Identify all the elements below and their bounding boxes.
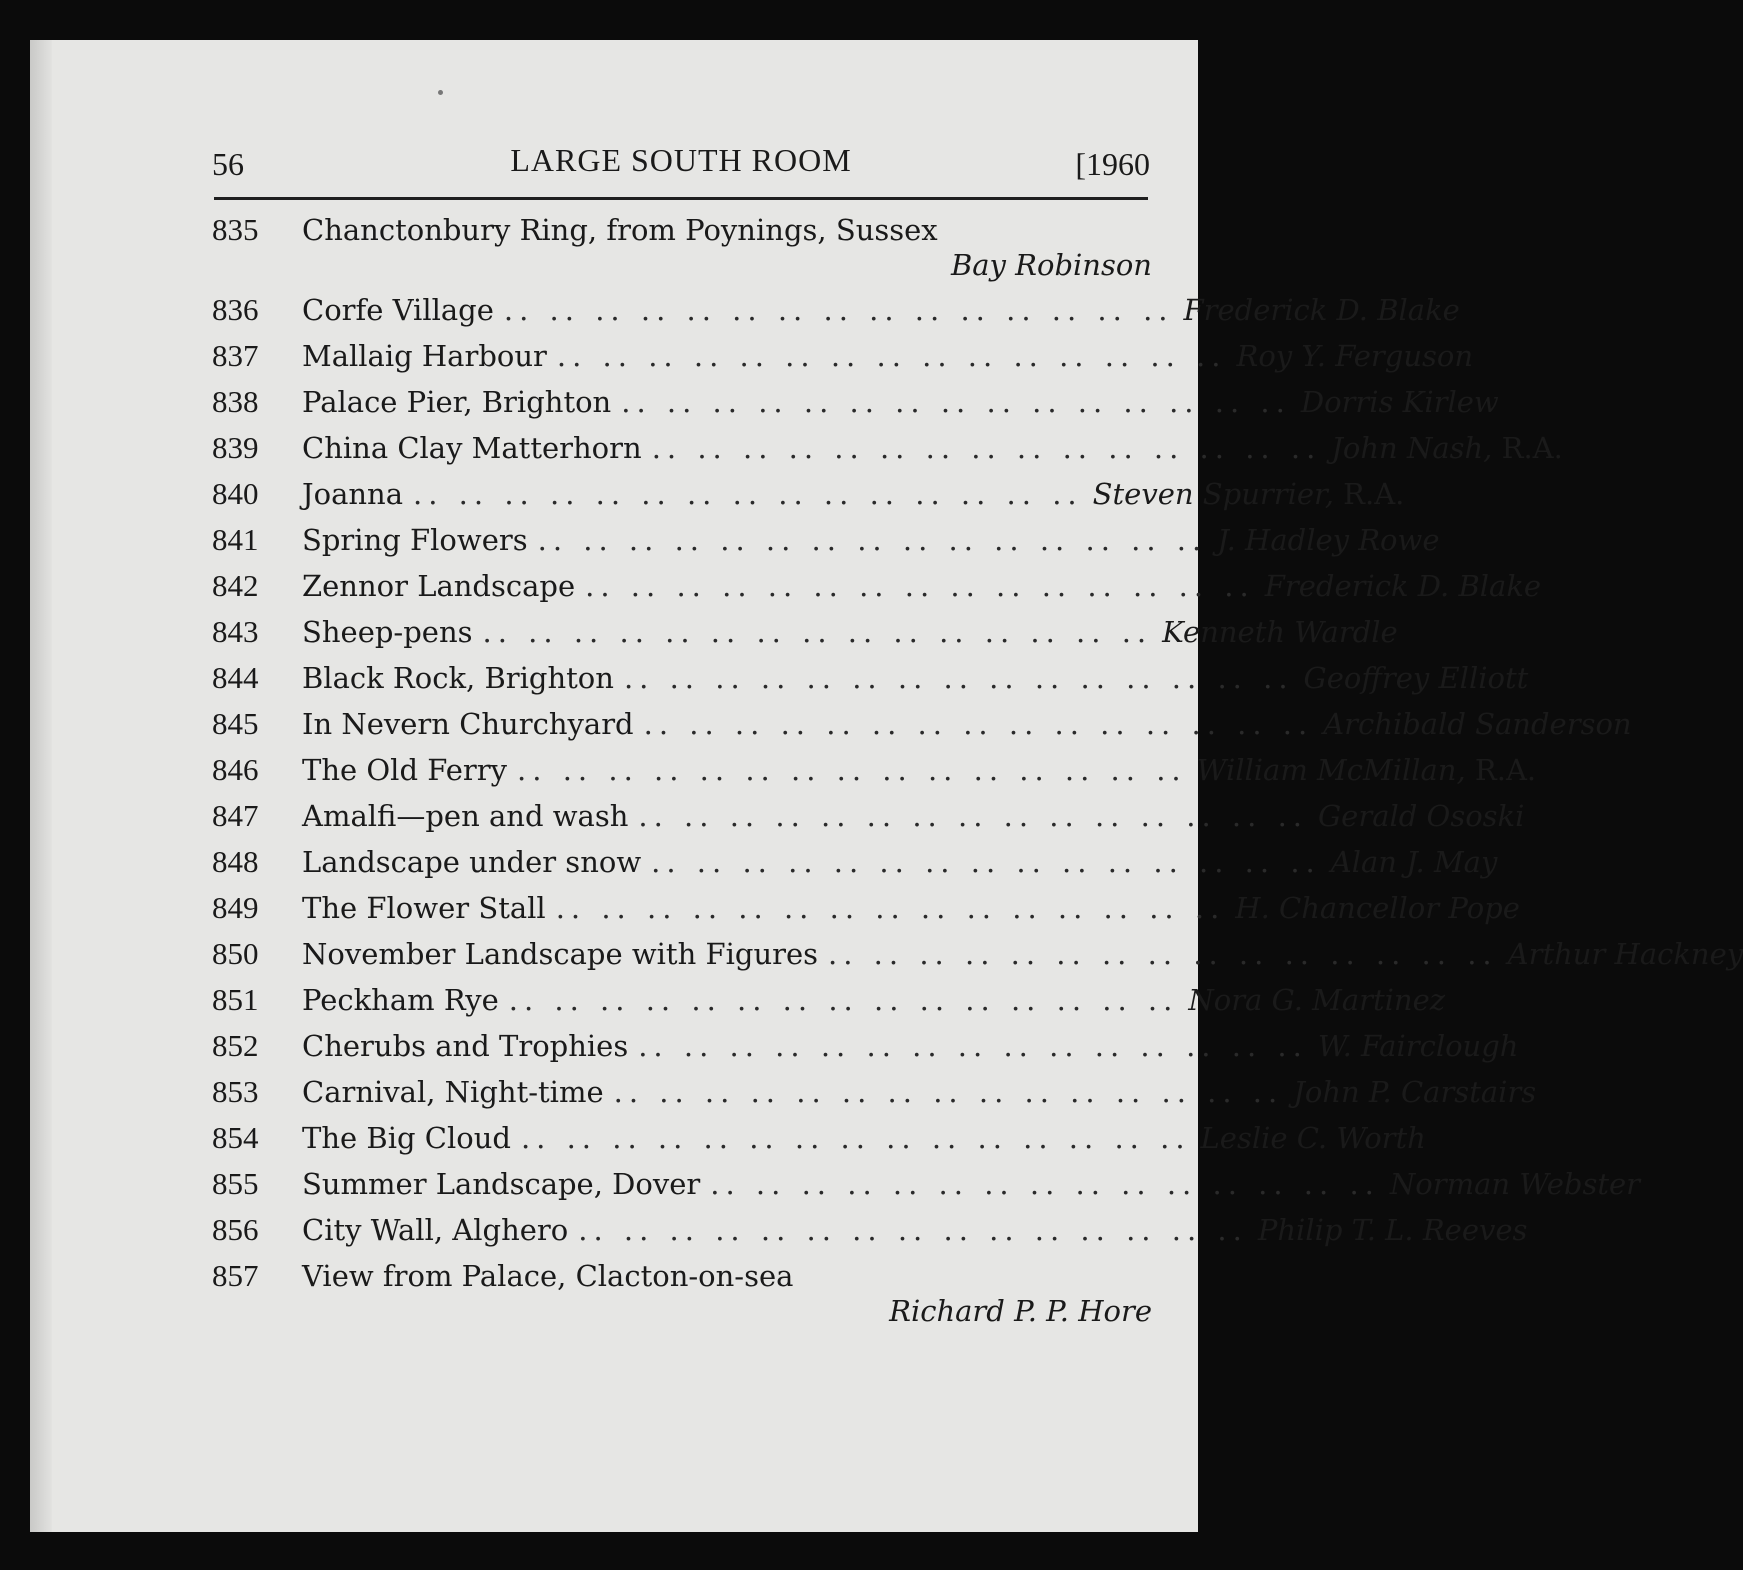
entry-number: 836	[212, 292, 259, 327]
entry-artist	[1331, 431, 1563, 465]
entry-title: Landscape under snow	[302, 845, 642, 879]
entry-number: 838	[212, 384, 259, 419]
artist-name: Geoffrey Elliott	[1303, 661, 1529, 695]
entry-title: Joanna	[302, 477, 404, 511]
entry-title: November Landscape with Figures	[302, 937, 819, 971]
entry-number: 847	[212, 798, 259, 833]
artist-name: John P. Carstairs	[1293, 1075, 1537, 1109]
leader-dots: .. .. .. .. .. .. .. .. .. .. .. .. .. .. ..	[621, 385, 1291, 419]
entry-artist	[1304, 661, 1529, 695]
catalogue-entry	[212, 568, 1542, 614]
entry-title: Cherubs and Trophies	[302, 1029, 629, 1063]
entry-number: 835	[212, 212, 259, 247]
entry-title: Spring Flowers	[302, 523, 528, 557]
catalogue-entry	[212, 660, 1529, 706]
entry-number: 841	[212, 522, 259, 557]
catalogue-entry	[212, 1166, 1641, 1212]
entry-number: 837	[212, 338, 259, 373]
running-header	[212, 140, 1150, 184]
artist-name: Nora G. Martinez	[1188, 983, 1446, 1017]
leader-dots: .. .. .. .. .. .. .. .. .. .. .. .. .. .. ..	[555, 891, 1226, 925]
entry-title: In Nevern Churchyard	[302, 707, 634, 741]
leader-dots: .. .. .. .. .. .. .. .. .. .. .. .. .. .. ..	[638, 799, 1309, 833]
paper-speck	[438, 90, 443, 95]
room-title: LARGE SOUTH ROOM	[510, 142, 852, 178]
entry-number: 855	[212, 1166, 259, 1201]
entry-artist	[1162, 615, 1398, 649]
header-rule	[214, 197, 1148, 200]
entry-title: Palace Pier, Brighton	[302, 385, 612, 419]
catalogue-entry	[212, 844, 1498, 890]
artist-name: John Nash,	[1331, 431, 1493, 465]
artist-name: Gerald Ososki	[1318, 799, 1525, 833]
entry-title: City Wall, Alghero	[302, 1213, 569, 1247]
catalogue-entry	[212, 212, 1152, 258]
entry-number: 853	[212, 1074, 259, 1109]
entry-artist: Bay Robinson	[950, 248, 1152, 282]
catalogue-entry	[212, 936, 1743, 982]
artist-name: H. Chancellor Pope	[1235, 891, 1520, 925]
entry-artist	[1235, 891, 1520, 925]
page-edge	[30, 40, 52, 1532]
leader-dots: .. .. .. .. .. .. .. .. .. .. .. .. .. .. ..	[520, 1121, 1191, 1155]
artist-name: Roy Y. Ferguson	[1236, 339, 1474, 373]
leader-dots: .. .. .. .. .. .. .. .. .. .. .. .. .. .. ..	[710, 1167, 1380, 1201]
artist-name: J. Hadley Rowe	[1217, 523, 1440, 557]
leader-dots: .. .. .. .. .. .. .. .. .. .. .. .. .. .. ..	[651, 845, 1321, 879]
entry-artist	[1323, 707, 1631, 741]
catalogue-entry	[212, 476, 1405, 522]
entry-artist	[1184, 293, 1460, 327]
entry-title: Peckham Rye	[302, 983, 499, 1017]
entry-title: The Old Ferry	[302, 753, 508, 787]
leader-dots: .. .. .. .. .. .. .. .. .. .. .. .. .. .. ..	[503, 293, 1174, 327]
catalogue-entry	[212, 614, 1398, 660]
leader-dots: .. .. .. .. .. .. .. .. .. .. .. .. .. .. ..	[537, 523, 1208, 557]
entry-number: 842	[212, 568, 259, 603]
entry-artist	[1197, 753, 1536, 787]
leader-dots: .. .. .. .. .. .. .. .. .. .. .. .. .. .. ..	[585, 569, 1255, 603]
entry-artist	[1508, 937, 1743, 971]
entry-number: 857	[212, 1258, 259, 1293]
entry-artist	[1331, 845, 1498, 879]
leader-dots: .. .. .. .. .. .. .. .. .. .. .. .. .. .. ..	[623, 661, 1294, 695]
entry-number: 851	[212, 982, 259, 1017]
leader-dots: .. .. .. .. .. .. .. .. .. .. .. .. .. .. ..	[651, 431, 1322, 465]
leader-dots: .. .. .. .. .. .. .. .. .. .. .. .. .. .. ..	[613, 1075, 1284, 1109]
entry-artist	[1390, 1167, 1640, 1201]
entry-artist	[1293, 1075, 1536, 1109]
entry-artist	[1237, 339, 1474, 373]
catalogue-entry	[212, 890, 1520, 936]
entry-title: Chanctonbury Ring, from Poynings, Sussex	[302, 213, 938, 247]
entry-title: Carnival, Night-time	[302, 1075, 604, 1109]
leader-dots: .. .. .. .. .. .. .. .. .. .. .. .. .. .. ..	[578, 1213, 1248, 1247]
entry-title: Black Rock, Brighton	[302, 661, 614, 695]
catalogue-entry	[212, 292, 1460, 338]
catalogue-entry	[212, 1074, 1537, 1120]
entry-number: 843	[212, 614, 259, 649]
entry-title: View from Palace, Clacton-on-sea	[302, 1259, 794, 1293]
artist-name: Kenneth Wardle	[1162, 615, 1398, 649]
entry-artist	[1318, 799, 1524, 833]
entry-artist	[1217, 523, 1439, 557]
entry-artist	[1188, 983, 1445, 1017]
artist-honour: R.A.	[1343, 477, 1405, 511]
entry-title: China Clay Matterhorn	[302, 431, 642, 465]
artist-honour: R.A.	[1474, 753, 1537, 787]
leader-dots: .. .. .. .. .. .. .. .. .. .. .. .. .. .. ..	[638, 1029, 1308, 1063]
catalogue-entry	[212, 1028, 1519, 1074]
entry-number: 839	[212, 430, 259, 465]
entry-number: 854	[212, 1120, 259, 1155]
leader-dots: .. .. .. .. .. .. .. .. .. .. .. .. .. .. ..	[828, 937, 1498, 971]
leader-dots: .. .. .. .. .. .. .. .. .. .. .. .. .. .. ..	[517, 753, 1187, 787]
entry-artist	[1265, 569, 1541, 603]
entry-title: Sheep-pens	[302, 615, 473, 649]
artist-name: Arthur Hackney	[1507, 937, 1743, 971]
entry-number: 850	[212, 936, 259, 971]
catalogue-entry	[212, 384, 1499, 430]
artist-name: Steven Spurrier,	[1092, 477, 1334, 511]
entry-artist	[1201, 1121, 1426, 1155]
artist-name: Leslie C. Worth	[1200, 1121, 1426, 1155]
artist-honour: R.A.	[1501, 431, 1563, 465]
entry-artist	[1258, 1213, 1528, 1247]
entry-artist	[1301, 385, 1499, 419]
entry-artist	[1318, 1029, 1519, 1063]
leader-dots: .. .. .. .. .. .. .. .. .. .. .. .. .. .. ..	[482, 615, 1153, 649]
entry-number: 845	[212, 706, 259, 741]
catalogue-entry	[212, 1212, 1528, 1258]
catalogue-entry	[212, 522, 1440, 568]
catalogue-entry	[212, 430, 1563, 476]
artist-name: Frederick D. Blake	[1264, 569, 1542, 603]
entry-title: The Flower Stall	[302, 891, 546, 925]
catalogue-entry	[212, 1258, 1152, 1304]
entry-title: Amalfi—pen and wash	[302, 799, 629, 833]
entry-title: Summer Landscape, Dover	[302, 1167, 701, 1201]
artist-name: Dorris Kirlew	[1300, 385, 1499, 419]
entry-title: Zennor Landscape	[302, 569, 576, 603]
artist-name: Norman Webster	[1389, 1167, 1641, 1201]
artist-name: Philip T. L. Reeves	[1257, 1213, 1528, 1247]
artist-name: Alan J. May	[1330, 845, 1498, 879]
entry-title: The Big Cloud	[302, 1121, 511, 1155]
leader-dots: .. .. .. .. .. .. .. .. .. .. .. .. .. .. ..	[556, 339, 1227, 373]
page-number: 56	[212, 146, 244, 182]
catalogue-entry	[212, 982, 1446, 1028]
entry-title: Mallaig Harbour	[302, 339, 547, 373]
catalogue-entry	[212, 1120, 1426, 1166]
artist-name: Frederick D. Blake	[1183, 293, 1460, 327]
leader-dots: .. .. .. .. .. .. .. .. .. .. .. .. .. .. ..	[643, 707, 1314, 741]
catalogue-entry	[212, 706, 1632, 752]
leader-dots: .. .. .. .. .. .. .. .. .. .. .. .. .. .. ..	[413, 477, 1083, 511]
entry-number: 856	[212, 1212, 259, 1247]
artist-name: William McMillan,	[1196, 753, 1466, 787]
entry-number: 852	[212, 1028, 259, 1063]
catalogue-entries	[212, 212, 1743, 1338]
catalogue-entry	[212, 752, 1537, 798]
entry-artist	[1093, 477, 1405, 511]
leader-dots: .. .. .. .. .. .. .. .. .. .. .. .. .. .. ..	[508, 983, 1179, 1017]
artist-name: Archibald Sanderson	[1323, 707, 1632, 741]
entry-number: 846	[212, 752, 259, 787]
entry-number: 844	[212, 660, 259, 695]
catalogue-entry	[212, 338, 1474, 384]
entry-title: Corfe Village	[302, 293, 494, 327]
catalogue-entry	[212, 798, 1525, 844]
entry-number: 840	[212, 476, 259, 511]
entry-number: 849	[212, 890, 259, 925]
artist-name: W. Fairclough	[1317, 1029, 1519, 1063]
entry-number: 848	[212, 844, 259, 879]
exhibition-year: [1960	[1075, 146, 1150, 182]
entry-artist: Richard P. P. Hore	[889, 1294, 1152, 1328]
